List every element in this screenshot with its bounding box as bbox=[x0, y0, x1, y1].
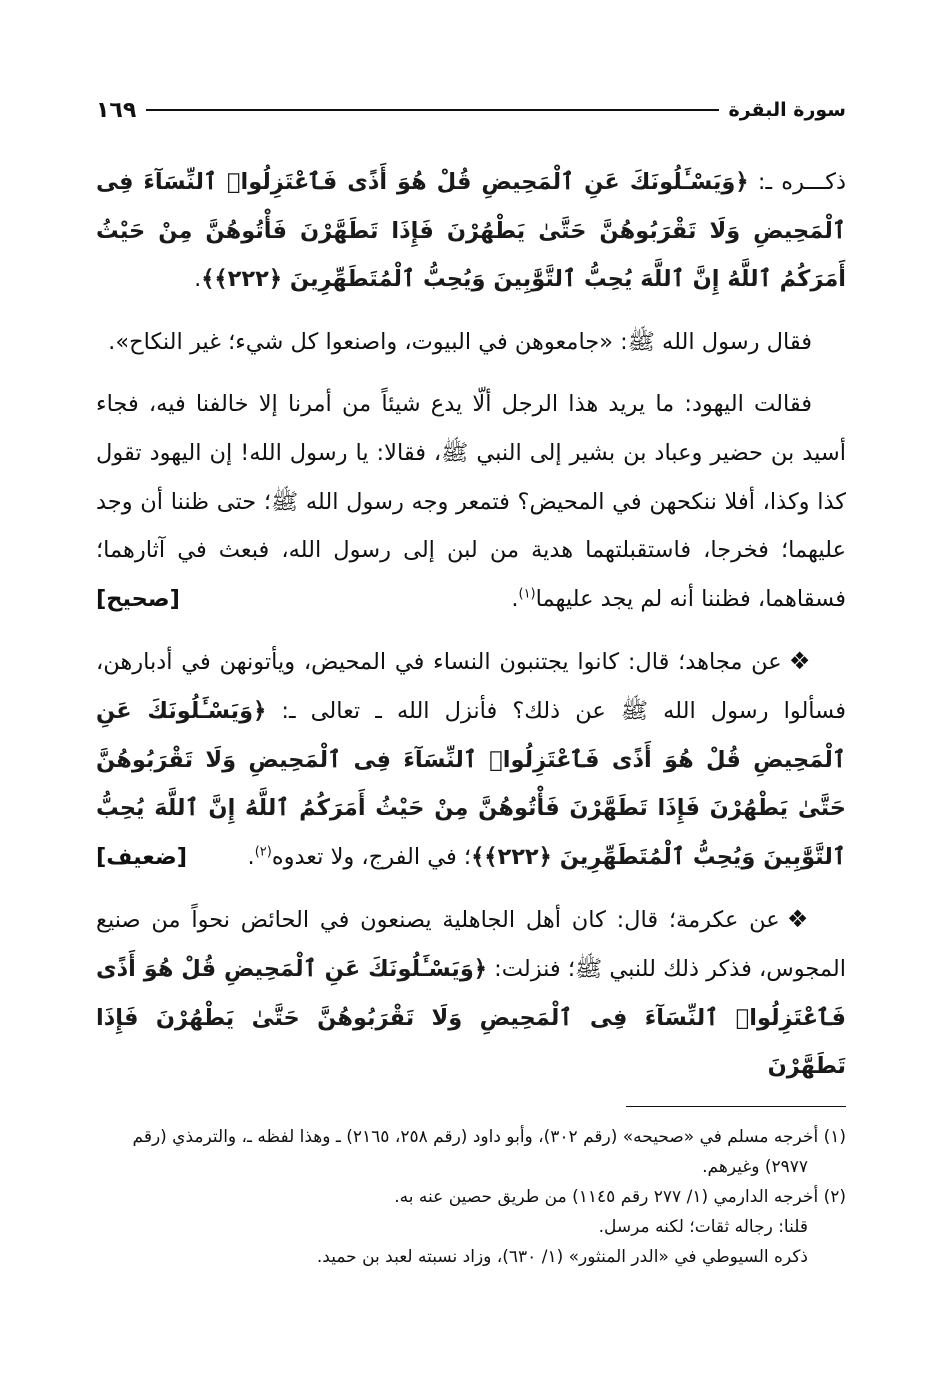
grade-label: [صحيح] bbox=[96, 585, 180, 612]
narration-tail: ؛ في الفرج، ولا تعدوه bbox=[271, 843, 472, 870]
quran-verse: ﴿وَيَسْـَٔلُونَكَ عَنِ ٱلْمَحِيضِ قُلْ هُوَ أَذًى فَٱعْتَزِلُوا۟ ٱلنِّسَآءَ فِى ٱلْمَحِيضِ وَلَا تَقْرَبُوهُنَّ حَتَّىٰ يَطْهُرْنَ فَإِذَا تَطَهَّرْنَ bbox=[96, 955, 846, 1080]
page-header bbox=[96, 92, 846, 128]
hadith-text: فقالت اليهود: ما يريد هذا الرجل ألّا يدع شيئاً من أمرنا إلا خالفنا فيه، فجاء أسيد بن حضير وعباد بن بشير إلى النبي ﷺ، فقالا: يا رسول الله! إن اليهود تقول كذا وكذا، أفلا ننكحهن في المحيض؟ فتمعر وجه رسول الله ﷺ؛ حتى ظننا أن وجد عليهما؛ فخرجا، فاستقبلتهما هدية من لبن إلى رسول الله، فبعث في آثارهما؛ فسقاهما، فظننا أنه لم يجد عليهما bbox=[96, 391, 846, 612]
paragraph-end: . bbox=[511, 585, 519, 612]
footnote-2 bbox=[96, 1182, 846, 1212]
quran-verse: ﴿وَيَسْـَٔلُونَكَ عَنِ ٱلْمَحِيضِ قُلْ هُوَ أَذًى فَٱعْتَزِلُوا۟ ٱلنِّسَآءَ فِى ٱلْمَحِيضِ وَلَا تَقْرَبُوهُنَّ حَتَّىٰ يَطْهُرْنَ فَإِذَا تَطَهَّرْنَ فَأْتُوهُنَّ مِنْ حَيْثُ أَمَرَكُمُ ٱللَّهُ إِنَّ ٱللَّهَ يُحِبُّ ٱلتَّوَّٰبِينَ وَيُحِبُّ ٱلْمُتَطَهِّرِينَ ﴿٢٢٢﴾﴾ bbox=[96, 697, 846, 870]
grade-label: [ضعيف] bbox=[96, 843, 187, 870]
footnote-separator bbox=[626, 1106, 846, 1107]
footnote-1 bbox=[96, 1122, 846, 1182]
footnote-ref: (٢) bbox=[254, 844, 272, 860]
paragraph-2: فقال رسول الله ﷺ: «جامعوهن في البيوت، واصنعوا كل شيء؛ غير النكاح». bbox=[108, 328, 812, 355]
surah-title: سورة البقرة bbox=[728, 99, 846, 121]
footnotes bbox=[96, 1122, 846, 1272]
paragraph-end: . bbox=[194, 266, 202, 293]
star-marker-icon: ❖ bbox=[786, 905, 812, 934]
main-text bbox=[96, 158, 846, 1105]
paragraph-1 bbox=[96, 158, 846, 304]
footnote-text: أخرجه مسلم في «صحيحه» (رقم ٣٠٢)، وأبو داود (رقم ٢٥٨، ٢١٦٥) ـ وهذا لفظه ـ، والترمذي (رقم ٢٩٧٧) وغيرهم. bbox=[132, 1127, 819, 1177]
paragraph-5 bbox=[96, 895, 846, 1090]
star-marker-icon: ❖ bbox=[788, 647, 812, 676]
paragraph-3 bbox=[96, 380, 846, 623]
footnote-number: (١) bbox=[823, 1127, 846, 1147]
footnote-number: (٢) bbox=[823, 1187, 846, 1207]
header-rule bbox=[146, 109, 718, 111]
footnote-ref: (١) bbox=[518, 586, 536, 602]
quran-verse: ﴿وَيَسْـَٔلُونَكَ عَنِ ٱلْمَحِيضِ قُلْ هُوَ أَذًى فَٱعْتَزِلُوا۟ ٱلنِّسَآءَ فِى ٱلْمَحِيضِ وَلَا تَقْرَبُوهُنَّ حَتَّىٰ يَطْهُرْنَ فَإِذَا تَطَهَّرْنَ فَأْتُوهُنَّ مِنْ حَيْثُ أَمَرَكُمُ ٱللَّهُ إِنَّ ٱللَّهَ يُحِبُّ ٱلتَّوَّٰبِينَ وَيُحِبُّ ٱلْمُتَطَهِّرِينَ ﴿٢٢٢﴾﴾ bbox=[96, 169, 846, 293]
footnote-2-note: ذكره السيوطي في «الدر المنثور» (١/ ٦٣٠)، وزاد نسبته لعبد بن حميد. bbox=[316, 1247, 808, 1267]
narration-text: عن مجاهد؛ قال: كانوا يجتنبون النساء في المحيض، ويأتونهن في أدبارهن، فسألوا رسول الله ﷺ عن ذلك؟ فأنزل الله ـ تعالى ـ: bbox=[96, 649, 846, 724]
paragraph-4 bbox=[96, 637, 846, 881]
narration-text: عن عكرمة؛ قال: كان أهل الجاهلية يصنعون في الحائض نحواً من صنيع المجوس، فذكر ذلك للنبي ﷺ؛ فنزلت: bbox=[96, 907, 847, 982]
page-number: ١٦٩ bbox=[96, 97, 137, 123]
paragraph-lead: ذكـــره ـ: bbox=[748, 169, 846, 195]
paragraph-end: . bbox=[247, 843, 255, 870]
book-page bbox=[96, 0, 846, 1379]
footnote-2-note: قلنا: رجاله ثقات؛ لكنه مرسل. bbox=[598, 1217, 808, 1237]
footnote-text: أخرجه الدارمي (١/ ٢٧٧ رقم ١١٤٥) من طريق حصين عنه به. bbox=[394, 1187, 819, 1207]
